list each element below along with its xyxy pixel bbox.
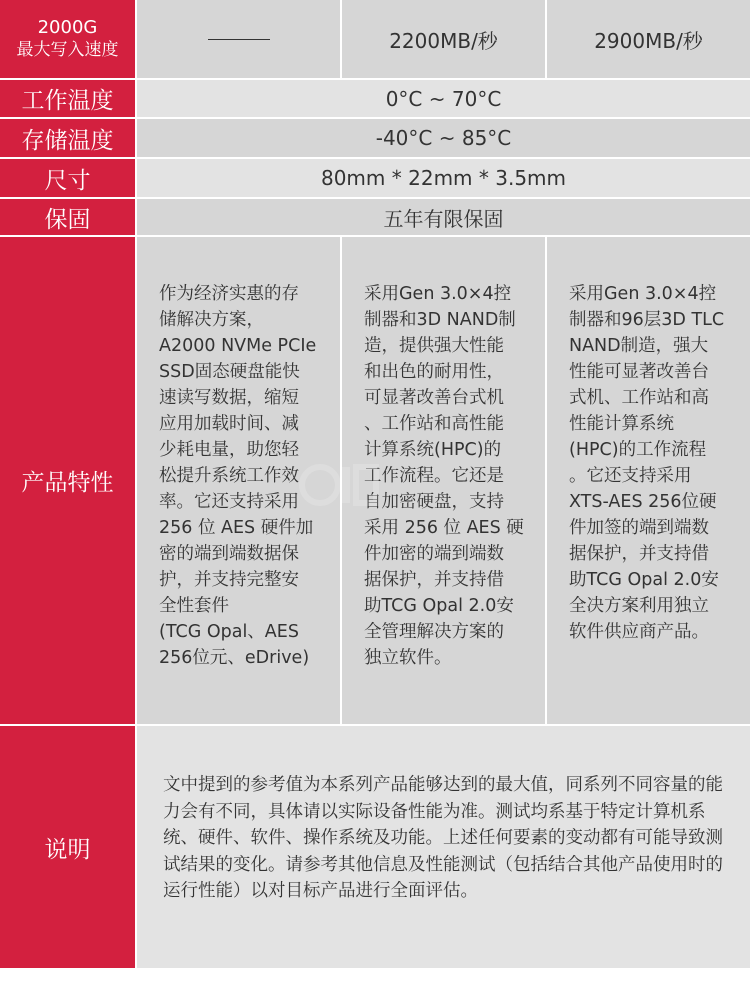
op-temp-label: 工作温度	[0, 80, 135, 117]
size-value: 80mm * 22mm * 3.5mm	[137, 159, 750, 197]
size-label: 尺寸	[0, 159, 135, 197]
note-label: 说明	[0, 726, 135, 968]
write-speed-col2: 2200MB/秒	[342, 0, 545, 78]
write-speed-label: 最大写入速度	[16, 40, 119, 60]
note-text: 文中提到的参考值为本系列产品能够达到的最大值，同系列不同容量的能力会有不同，具体请以实际设备性能为准。测试均系基于特定计算机系统、硬件、软件、操作系统及功能。上述任何要素的变动都有可能导致测试结果的变化。请参考其他信息及性能测试（包括结合其他产品使用时的运行性能）以对目标产品进行全面评估。	[137, 726, 750, 968]
write-speed-col1	[137, 0, 340, 78]
features-col3: 采用Gen 3.0×4控 制器和96层3D TLC NAND制造，强大 性能可显著改善台 式机、工作站和高 性能计算系统 (HPC)的工作流程 。它还支持采用 XTS-AES 256位硬 件加签的端到端数 据保护，并支持借 助TCG Opal 2.0安 全决方案利用独立 软件供应商产品。	[547, 237, 750, 724]
storage-temp-value: -40°C ~ 85°C	[137, 119, 750, 157]
capacity-label: 2000G	[37, 17, 98, 38]
op-temp-value: 0°C ~ 70°C	[137, 80, 750, 117]
features-col1: 作为经济实惠的存 储解决方案， A2000 NVMe PCIe SSD固态硬盘能快 速读写数据，缩短 应用加载时间、减 少耗电量，助您轻 松提升系统工作效 率。它还支持采用 256 位 AES 硬件加 密的端到端数据保 护，并支持完整安 全性套件 (TCG Opal、AES 256位元、eDrive)	[137, 237, 340, 724]
write-speed-col3: 2900MB/秒	[547, 0, 750, 78]
features-col2: 采用Gen 3.0×4控 制器和3D NAND制 造，提供强大性能 和出色的耐用性， 可显著改善台式机 、工作站和高性能 计算系统(HPC)的 工作流程。它还是 自加密硬盘，支持 采用 256 位 AES 硬 件加密的端到端数 据保护，并支持借 助TCG Opal 2.0安 全管理解决方案的 独立软件。	[342, 237, 545, 724]
warranty-value: 五年有限保固	[137, 199, 750, 235]
storage-temp-label: 存储温度	[0, 119, 135, 157]
no-value-dash	[208, 39, 270, 40]
features-label: 产品特性	[0, 237, 135, 724]
write-speed-label-cell	[0, 0, 135, 78]
warranty-label: 保固	[0, 199, 135, 235]
watermark-logo	[298, 455, 380, 515]
